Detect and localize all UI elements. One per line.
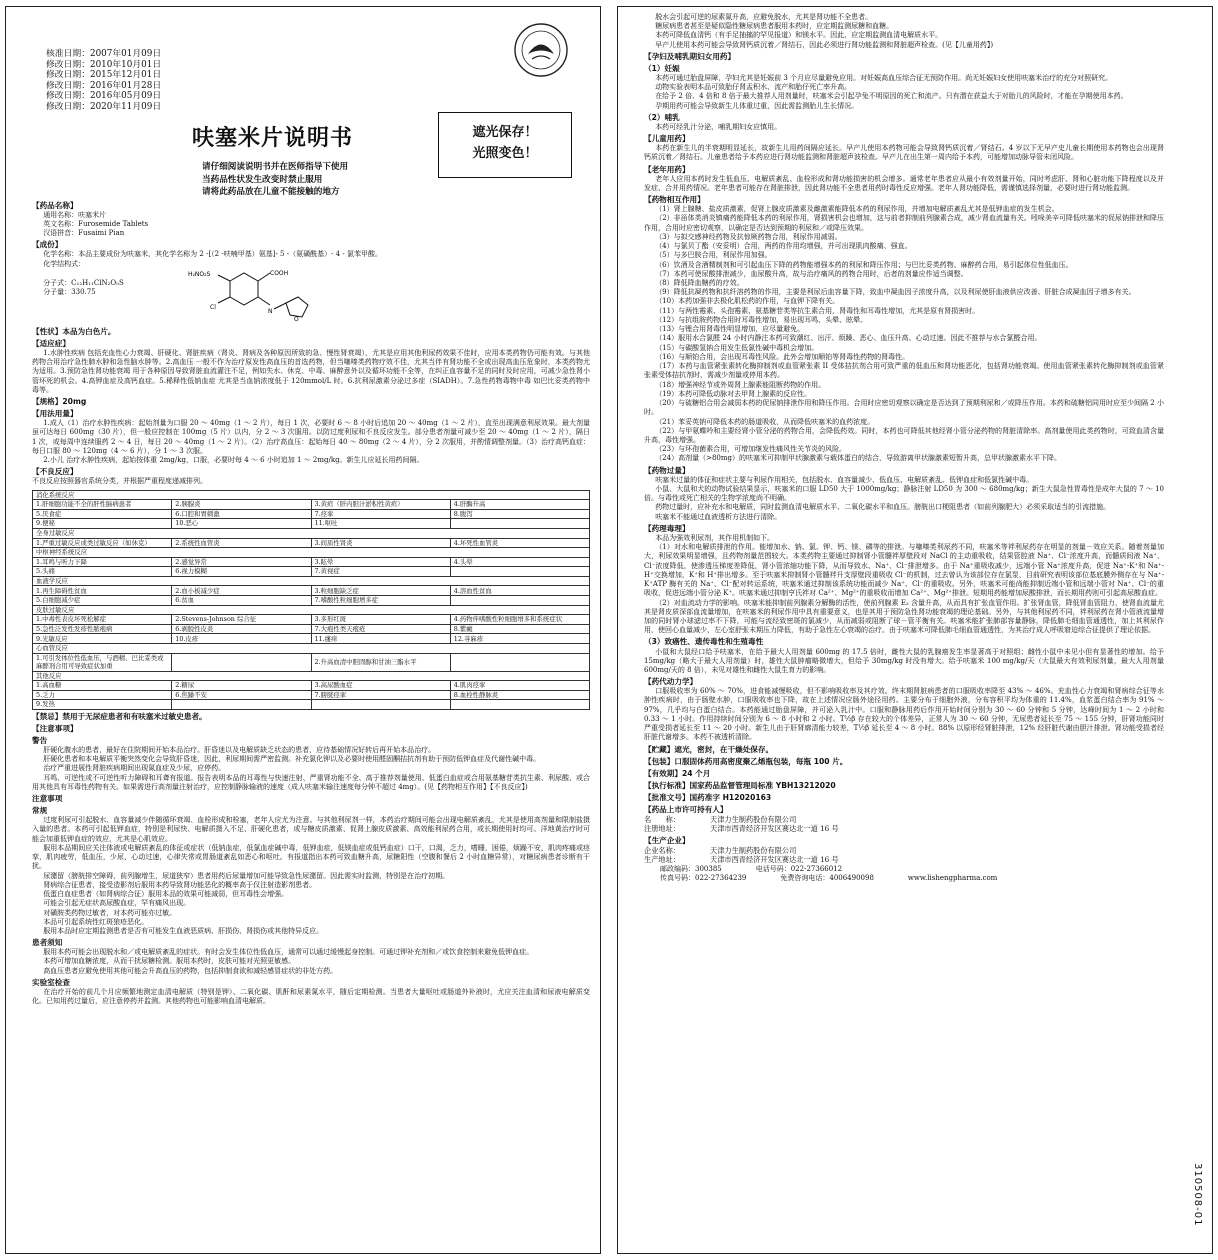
table-cell (450, 567, 589, 577)
table-cell: 3.粒细胞缺乏症 (311, 586, 450, 596)
field-label: 注册地址： (644, 824, 680, 834)
paragraph: 呋塞米过量的体征和症状主要与利尿作用相关，包括脱水、血容量减少、低血压、电解质紊乱、低钾血症和低氯性碱中毒。 (655, 475, 1034, 484)
date-line: 核准日期：2007年01月09日 (46, 49, 162, 59)
table-cell: 1.肝细胞功能不全的肝性脑病患者 (33, 500, 172, 510)
manufacturer-info (644, 846, 1164, 865)
paragraph: 过度利尿可引起脱水、血容量减少伴随循环衰竭、血栓形成和栓塞，老年人应尤为注意。与其他利尿剂一样，本药治疗期间可能会出现电解质紊乱，尤其是使用高剂量和限制盐摄入量的患者。本药可引起低钾血症，特别是利尿快、电解质摄入不足、肝硬化患者，或与糖皮质激素、促肾上腺皮质激素、高效能利尿药合用，或长期使用时均可。洋地黄治疗时可能会加重低钾血症的效应，尤其是心肌效应。 (32, 816, 590, 843)
svg-text:O: O (294, 315, 299, 323)
table-cell: 8.腹泻 (450, 509, 589, 519)
section-heading: 【药品上市许可持有人】 (644, 804, 728, 814)
paragraph: 小鼠、大鼠和犬的动物试验结果显示，呋塞米的口服 LD50 大于 1000mg/kg；静脉注射 LD50 为 300 ～ 680mg/kg；新生大鼠急性胃毒性是成年大鼠的 7 ～ 10 倍。与毒性或死亡相关的生物学浓度尚不明确。 (644, 484, 1164, 503)
structure-diagram-icon (182, 267, 322, 329)
table-cell: 3.黄疸（肝内胆汁淤积性黄疸） (311, 500, 450, 510)
paragraph: 服用本品时应定期监测患者是否有可能发生血液恶质病、肝损伤、肾损伤或其他特异反应。 (43, 926, 324, 935)
subsection-heading: 实验室检查 (32, 977, 70, 987)
paragraph: （5）与多巴胺合用，利尿作用加强。 (655, 251, 772, 260)
paragraph: （3）与拟交感神经药物及抗惊厥药物合用，利尿作用减弱。 (655, 232, 842, 241)
paragraph: 肾病综合征患者，接受造影剂后服用本药导致肾功能恶化的概率高于仅注射造影剂患者。 (43, 880, 317, 889)
adr-category-row (33, 671, 590, 681)
table-row (33, 634, 590, 644)
paragraph: （12）与抗组胺药物合用时耳毒性增加，易出现耳鸣、头晕、眩晕。 (655, 315, 868, 324)
chemical-structure (32, 271, 590, 325)
table-cell: 9.发热 (33, 700, 172, 710)
adr-category: 其他反应 (33, 671, 590, 681)
storage-warning-line: 遮光保存！ (472, 125, 538, 140)
field-value: 天津市西青经济开发区赛达北一道 16 号 (710, 824, 839, 834)
table-cell: 3.高尿酸血症 (311, 681, 450, 691)
table-cell: 4.溶血性贫血 (450, 586, 589, 596)
field-value: 天津市西青经济开发区赛达北一道 16 号 (710, 855, 839, 865)
table-row (33, 624, 590, 634)
paragraph: 本药可经乳汁分泌，哺乳期妇女应慎用。 (655, 122, 782, 131)
pregnancy-text (644, 64, 1164, 132)
pharmacokinetics-text: 口服吸收率为 60% ～ 70%，进食能减慢吸收，但不影响吸收率及其疗效。终末期肾脏病患者的口服吸收率降至 43% ～ 46%。充血性心力衰竭和肾病综合征等水肿性疾病时，由于肠壁水肿，口服吸收率也下降，故在上述情况应肠外途径用药。主要分布于细胞外液，分布容积平均为体重的 11.4%，血浆蛋白结合率为 91% ～ 97%，几乎均与白蛋白结合。本药能通过胎盘屏障，并可泌入乳汁中。口服和静脉用药后作用开始时间分别为 30 ～ 60 分钟和 5 分钟，达峰时间为 1 ～ 2 小时和 0.33 ～ 1 小时。作用持续时间分别为 6 ～ 8 小时和 2 小时。T½β 存在较大的个体差异，正常人为 30 ～ 60 分钟，无尿患者延长至 75 ～ 155 分钟，肝肾功能同时严重受损者延长至 11 ～ 20 小时。新生儿由于肝肾廓清能力较差，T½β 延长至 4 ～ 8 小时。88% 以原形经肾脏排泄，12% 经肝脏代谢由胆汁排泄。肾功能受损者经肝脏代谢增多。本药不被透析清除。 (644, 687, 1164, 742)
subsection-heading: 患者须知 (32, 938, 63, 948)
table-cell (311, 700, 450, 710)
adr-category-row (33, 490, 590, 500)
table-cell: 5.急性泛发性发疹性脓疱病 (33, 624, 172, 634)
name-line: 英文名称：Furosemide Tablets (43, 219, 149, 228)
table-cell (172, 700, 311, 710)
paragraph: 本品为强效利尿剂，其作用机制如下。 (655, 533, 775, 542)
table-cell: 3.多形红斑 (311, 615, 450, 625)
table-cell: 11.瘙痒 (311, 634, 450, 644)
paragraph: 服用本品期间应关注体液或电解质紊乱的体征或症状（低钠血症，低氯血症碱中毒，低钾血症，低镁血症或低钙血症）口干，口渴，乏力，嗜睡，困倦，烦躁不安，肌肉疼痛或痉挛，肌肉疲劳，低血压，少尿，心动过速，心律失常或胃肠道紊乱如恶心和呕吐。有报道指出本药可致血糖升高，尿糖阳性（空腹和餐后 2 小时血糖异常），对糖尿病患者诊断有干扰。 (32, 843, 590, 871)
contact-row (644, 865, 1164, 874)
table-row (33, 557, 590, 567)
paragraph: （11）与两性霉素、头孢霉素、氨基糖苷类等抗生素合用，肾毒性和耳毒性增加，尤其是原有肾损害时。 (655, 306, 980, 315)
table-cell: 4.坏死性血管炎 (450, 538, 589, 548)
table-cell: 4.肌肉痉挛 (450, 681, 589, 691)
paragraph: （9）降低抗凝药物和抗纤溶药物的作用，主要是利尿后血容量下降，致血中凝血因子浓度升高，以及利尿使肝血液供应改善、肝脏合成凝血因子增多有关。 (655, 288, 1136, 297)
table-cell: 10.恶心 (172, 519, 311, 529)
subsection-heading: 常规 (32, 806, 48, 816)
subsection-heading: 警告 (32, 735, 48, 745)
table-cell: 7.膀胱痉挛 (311, 690, 450, 700)
table-cell: 7.黄视症 (311, 567, 450, 577)
table-row (33, 586, 590, 596)
paragraph: 耳鸣、可逆性或不可逆性听力障碍和耳聋有报道。报告表明本品的耳毒性与快速注射、严重肾功能不全、高于推荐剂量使用、低蛋白血症或合用氨基糖苷类抗生素、利尿酸、或合用其他具有耳毒性药物有关。如果需进行高剂量注射治疗，应控制静脉输液的速度（成人呋塞米输注速度每分钟不超过 4mg）。(见【药物相互作用】【不良反应】) (32, 773, 590, 791)
table-cell: 2.糖尿 (172, 681, 311, 691)
paragraph: （13）与锂合用肾毒性明显增加，应尽量避免。 (655, 325, 805, 334)
paragraph: 本品可引起系统性红斑狼疮恶化。 (43, 917, 149, 926)
table-cell: 5.厌食症 (33, 509, 172, 519)
table-row (33, 509, 590, 519)
table-row (33, 519, 590, 529)
warning-line: 请仔细阅读说明书并在医师指导下使用 (202, 162, 349, 173)
svg-text:N: N (268, 307, 273, 315)
adr-category: 全身过敏反应 (33, 528, 590, 538)
table-row (33, 567, 590, 577)
revision-dates (46, 49, 590, 112)
table-cell: 1.严重过敏反应或类过敏反应（如休克） (33, 538, 172, 548)
subsection-heading: （3）致癌性、遗传毒性和生殖毒性 (644, 637, 764, 647)
paragraph: （4）与氯贝丁酯（安妥明）合用，两药的作用均增强，并可出现肌肉酸痛、强直。 (655, 242, 912, 251)
precaution-continued: 早产儿使用本药可能会导致肾钙质沉着／肾结石，因此必须进行肾功能监测和肾脏超声检查。(见【儿童用药】) (655, 40, 994, 49)
website-link[interactable]: www.lishengpharma.com (907, 873, 998, 882)
section-heading: 【药代动力学】 (644, 677, 698, 687)
adr-category-row (33, 605, 590, 615)
section-heading: 【禁忌】禁用于无尿症患者和有呋塞米过敏史患者。 (32, 711, 207, 721)
table-cell: 7.大疱性类天疱疮 (311, 624, 450, 634)
date-line: 修改日期：2020年11月09日 (46, 101, 162, 112)
table-cell: 6.贫血 (172, 596, 311, 606)
subsection-heading: 注意事项 (32, 794, 63, 804)
postal-code: 邮政编码：300385 (660, 864, 722, 873)
pediatric-text: 本药在新生儿的半衰期明显延长，故新生儿用药间隔应延长。早产儿使用本药物可能会导致肾钙质沉着／肾结石。4 岁以下无早产史儿童长期使用本药物也会出现肾钙质沉着／肾结石。儿童患者给予本药应进行肾功能监测和肾脏超声波检查。早产儿在出生第一周内给予本药，可能增加动脉导管未闭风险。 (644, 144, 1164, 162)
section-heading: 【药物过量】 (644, 465, 690, 475)
section-heading: 【儿童用药】 (644, 134, 690, 144)
dosage-text: 2.小儿 治疗水肿性疾病，起始按体重 2mg/kg，口服，必要时每 4 ～ 6 小时追加 1 ～ 2mg/kg。新生儿应延长用药间隔。 (43, 456, 424, 465)
paragraph: 对磺胺类药物过敏者，对本药可能亦过敏。 (43, 908, 177, 917)
table-cell: 3.眩晕 (311, 557, 450, 567)
svg-text:Cl: Cl (210, 303, 216, 311)
paragraph: 治疗严重进展性肾脏疾病期间出现氮血症及少尿，应停药。 (43, 764, 226, 773)
date-line: 修改日期：2016年01月28日 (46, 80, 162, 91)
paragraph: 小鼠和大鼠经口给予呋塞米，在给予最大人用剂量 600mg 的 17.5 倍时，雌性大鼠的乳腺癌发生率显著高于对照组；雌性小鼠中未见小但有显著性的增加。给予 15mg/kg（略大于最大人用剂量）时，雄性大鼠肿瘤略微增大，但给予 30mg/kg 时没有增大。给予呋塞米 100 mg/kg/天（大鼠最大有效利尿剂量，最大人用剂量 600mg/天的 8 倍），未见对雄性和雌性大鼠生育力的影响。 (644, 647, 1164, 674)
name-line: 通用名称：呋塞米片 (43, 210, 107, 219)
table-cell (172, 653, 311, 671)
contact-row (644, 874, 1164, 883)
subsection-heading: （2）哺乳 (644, 112, 680, 122)
paragraph: （10）本药加强非去极化肌松药的作用，与血钾下降有关。 (655, 297, 840, 306)
paragraph: 呋塞米不能通过血液透析方法进行清除。 (655, 512, 782, 521)
section-heading: 【不良反应】 (32, 467, 78, 477)
adr-category: 消化系统反应 (33, 490, 590, 500)
overdose-text (644, 476, 1164, 522)
paragraph: （23）与环孢菌素合用，可增加继发性痛风性关节炎的风险。 (655, 445, 847, 454)
paragraph: （17）本药与血管紧张素转化酶抑制剂或血管紧张素 II 受体拮抗剂合用可致严重的低血压和肾功能恶化，包括肾功能衰竭。使用血管紧张素转化酶抑制剂或血管紧张素受体拮抗剂时，需减少剂量或停用本药。 (644, 362, 1164, 380)
adr-category-row (33, 576, 590, 586)
pharmacology-text (644, 534, 1164, 675)
phone-number: 电话号码：022-27366012 (755, 864, 843, 873)
paragraph: （1）对水和电解质排泄的作用。能增加水、钠、氯、钾、钙、镁、磷等的排泄。与噻嗪类利尿药不同，呋塞米等袢利尿药存在明显的剂量－效应关系。随着剂量加大，利尿效果明显增强，且药物剂量范围较大。本类药物主要通过抑制肾小管髓袢厚壁段对 NaCl 的主动重吸收，结果管腔液 Na⁺、Cl⁻浓度升高，而髓质间液 Na⁺、Cl⁻浓度降低，使渗透压梯度差降低，肾小管浓缩功能下降，从而导致水、Na⁺、Cl⁻排泄增多。由于 Na⁺重吸收减少，远端小管 Na⁺浓度升高，促进 Na⁺-K⁺和 Na⁺-H⁺交换增加，K⁺和 H⁺排出增多。至于呋塞米抑制肾小管髓袢升支厚壁段重吸收 Cl⁻的机制，过去曾认为该部位存在氯泵，目前研究表明该部位基底膜外侧存在与 Na⁺-K⁺ATP 酶有关的 Na⁺、Cl⁻配对转运系统，呋塞米通过抑制该系统功能而减少 Na⁺、Cl⁻的重吸收。另外，呋塞米可能尚能抑制近端小管和远端小管对 Na⁺、Cl⁻的重吸收，促进远端小管分泌 K⁺。呋塞米通过抑制亨氏袢对 Ca²⁺、Mg²⁺的重吸收而增加 Ca²⁺、Mg²⁺排泄。短期用药能增加尿酸排泄，而长期用药则可引起高尿酸血症。 (644, 543, 1164, 598)
table-cell (450, 700, 589, 710)
date-line: 修改日期：2016年05月09日 (46, 91, 162, 102)
table-cell: 1.高血糖 (33, 681, 172, 691)
storage-warning-line: 光照变色！ (472, 145, 538, 161)
section-heading: 【有效期】24 个月 (644, 768, 711, 778)
geriatric-text: 老年人应用本药时发生低血压、电解质紊乱、血栓形成和肾功能损害的机会增多。通常老年患者应从最小有效剂量开始，同时考虑肝、肾和心脏功能下降程度以及并发症、合并用药情况。老年患者可能存在肾脏排泄，因此肾功能不全患者用药时毒性反应增强。老年人肾功能降低，需谨慎选择剂量，必要时进行肾功能监测。 (644, 174, 1164, 192)
paragraph: （2）非甾体类消炎镇痛药能降低本药的利尿作用，肾损害机会也增加，这与前者抑制前列腺素合成，减少肾血流量有关。吲哚美辛可降低呋塞米的促尿钠排泄和降压作用，合用时应密切观察，以确定是否达到预期的利尿和／或降压效果。 (644, 214, 1164, 232)
paragraph: 在给予 2 倍、4 倍和 8 倍于最大推荐人用剂量时，呋塞米会引起孕兔不明原因的死亡和流产。只有潜在获益大于对胎儿的风险时，才能在孕期使用本药。 (655, 92, 1128, 101)
table-cell: 6.视力模糊 (172, 567, 311, 577)
table-row (33, 500, 590, 510)
document-code: 310508-01 (1192, 1163, 1203, 1227)
interactions-text (644, 205, 1164, 464)
paragraph: 低蛋白血症患者（如肾病综合征）服用本品的效果可能减弱，但耳毒性会增强。 (43, 890, 289, 899)
adr-category-row (33, 548, 590, 558)
section-heading: 【孕妇及哺乳期妇女用药】 (644, 51, 736, 61)
section-heading: 【注意事项】 (32, 723, 78, 733)
section-heading: 【执行标准】国家药品监督管理局标准 YBH13212020 (644, 780, 836, 790)
table-cell: 2.感觉异常 (172, 557, 311, 567)
paragraph: 服用本药可能会出现脱水和／或电解质紊乱的症状。有时会发生体位性低血压，通常可以通过缓慢起身控制。可通过钾补充剂和／或饮食控制来避免低钾血症。 (43, 948, 534, 957)
paragraph: （21）苯妥英钠可降低本药的肠道吸收，从而降低呋塞米的血药浓度。 (655, 417, 875, 426)
paragraph: （6）饮酒及含酒精制剂和可引起血压下降的药物能增强本药的利尿和降压作用；与巴比妥类药物、麻醉药合用，易引起体位性低血压。 (655, 260, 1073, 269)
document-title: 呋塞米片说明书 (192, 126, 354, 152)
paragraph: 肝硬化患者和本电解质平衡突然变化会导致肝昏迷，因此，利尿期间需严密监测。补充氯化钾以及必要时使用醛固酮拮抗剂有助于预防低钾血症及代谢性碱中毒。 (43, 755, 541, 764)
section-heading: 【性状】本品为白色片。 (32, 326, 116, 336)
paragraph: 本药可增加血糖浓度，从而干扰尿糖检测。服用本药时，皮肤可能对光照更敏感。 (43, 957, 296, 966)
adr-category: 皮肤过敏反应 (33, 605, 590, 615)
section-heading: 【药品名称】 (32, 200, 78, 210)
indications-text: 1.水肿性疾病 包括充血性心力衰竭、肝硬化、肾脏疾病（肾炎、肾病及各种原因所致的急、慢性肾衰竭），尤其是应用其他利尿药效果不佳时，应用本类药物仍可能有效。与其他药物合用治疗急性肺水肿和急性脑水肿等。2.高血压 一般不作为治疗原发性高血压的首选药物，但当噻嗪类药物疗效不佳，尤其当伴有肾功能不全或出现高血压危象时，本类药物尤为适用。3.预防急性肾功能衰竭 用于各种原因导致肾脏血流灌注不足，例如失水、休克、中毒、麻醉意外以及循环功能不全等，在纠正血容量不足的同时及时应用，可减少急性肾小管坏死的机会。4.高钾血症及高钙血症。5.稀释性低钠血症 尤其是当血钠浓度低于 120mmol/L 时。6.抗利尿激素分泌过多症（SIADH）。7.急性药物毒物中毒 如巴比妥类药物中毒等。 (32, 348, 590, 394)
table-cell: 8.紫癜 (450, 624, 589, 634)
field-value: 天津力生制药股份有限公司 (710, 845, 797, 855)
table-cell: 2.血小板减少症 (172, 586, 311, 596)
adr-category: 血液学反应 (33, 576, 590, 586)
hotline-number: 免费咨询电话：4006490098 (780, 873, 874, 882)
section-heading: 【用法用量】 (32, 409, 78, 419)
section-heading: 【适应症】 (32, 338, 70, 348)
adverse-reaction-table (32, 490, 590, 710)
composition-text: 化学名称：本品主要成份为呋塞米，其化学名称为 2 -[（2 -呋喃甲基）氨基]- 5 -（氨磺酰基）- 4 - 氯苯甲酸。 (43, 250, 382, 259)
section-heading: 【规格】20mg (32, 397, 87, 407)
leaflet-page-left (5, 6, 601, 1254)
table-cell: 5.头痛 (33, 567, 172, 577)
table-cell (450, 653, 589, 671)
table-row (33, 690, 590, 700)
paragraph: 本药可通过胎盘屏障，孕妇尤其是妊娠前 3 个月应尽量避免应用。对妊娠高血压综合征无预防作用。尚无妊娠妇女使用呋塞米治疗的充分对照研究。 (655, 73, 1113, 82)
section-heading: 【贮藏】遮光，密封，在干燥处保存。 (644, 744, 774, 754)
table-cell: 3.间质性肾炎 (311, 538, 450, 548)
table-cell: 1.耳鸣与听力下降 (33, 557, 172, 567)
precaution-continued: 本药可降低血清钙（有手足抽搐的罕见报道）和镁水平。因此，应定期监测血清电解质水平。 (655, 31, 943, 40)
table-cell: 4.头晕 (450, 557, 589, 567)
section-heading: 【生产企业】 (644, 835, 690, 845)
paragraph: （19）本药可降低动脉对去甲肾上腺素的反应性。 (655, 389, 812, 398)
svg-text:H₂NO₂S: H₂NO₂S (188, 270, 211, 278)
table-cell: 6.剥脱性皮炎 (172, 624, 311, 634)
molecular-formula: 分子式：C₁₂H₁₁ClN₂O₅S (43, 278, 124, 287)
molecular-weight: 分子量：330.75 (43, 288, 96, 297)
table-cell: 9.便秘 (33, 519, 172, 529)
table-cell: 1.中毒性表皮坏死松解症 (33, 615, 172, 625)
adr-category: 中枢神经系统反应 (33, 548, 590, 558)
table-cell: 5.白细胞减少症 (33, 596, 172, 606)
field-label: 企业名称： (644, 845, 680, 855)
name-line: 汉语拼音：Fusaimi Pian (43, 229, 125, 238)
field-label: 名 称： (644, 814, 680, 824)
paragraph: 孕期用药可能会导致新生儿体重过重，因此需监测胎儿生长情况。 (655, 101, 859, 110)
svg-text:COOH: COOH (270, 269, 289, 277)
paragraph: 肝硬化腹水的患者，最好在住院期间开始本品治疗。肝昏迷以及电解质缺乏状态的患者，应待基础情况好转后再开始本品治疗。 (43, 745, 436, 754)
paragraph: （16）与顺铂合用，会出现耳毒性风险。此外会增加顺铂等肾毒性药物的肾毒性。 (655, 352, 910, 361)
holder-info (644, 815, 1164, 834)
table-cell: 7.嗜酸性粒细胞增多症 (311, 596, 450, 606)
paragraph: 药物过量时，应补充水和电解质，同时监测血清电解质水平、二氧化碳水平和血压。膀胱出口梗阻患者（如前列腺肥大）必须采取适当的引流措施。 (655, 503, 1111, 512)
table-cell (450, 596, 589, 606)
precaution-continued: 糖尿病患者甚至是疑似隐性糖尿病患者服用本药时，应定期监测尿糖和血糖。 (655, 22, 894, 31)
section-heading: 【成份】 (32, 240, 63, 250)
table-cell: 9.光敏反应 (33, 634, 172, 644)
table-row (33, 538, 590, 548)
table-cell: 4.药物伴嗜酸性粒细胞增多和系统症状 (450, 615, 589, 625)
paragraph: 可能会引起无症状高尿酸血症，罕有痛风出现。 (43, 899, 191, 908)
table-cell: 2.Stevens-Johnson 综合征 (172, 615, 311, 625)
adr-category-row (33, 644, 590, 654)
paragraph: （7）本药可使尿酸排泄减少，血尿酸升高，故与治疗痛风的药物合用时，后者的剂量应作适当调整。 (655, 269, 968, 278)
paragraph: （14）服用水合氯醛 24 小时内静注本药可致潮红、出汗、烦躁、恶心、血压升高、心动过速。因此不推荐与水合氯醛合用。 (655, 334, 1042, 343)
paragraph: （15）与碳酸氢钠合用发生低氯性碱中毒机会增加。 (655, 343, 819, 352)
table-cell: 7.痉挛 (311, 509, 450, 519)
warning-line: 请将此药品放在儿童不能接触的地方 (202, 187, 340, 198)
section-heading: 【批准文号】国药准字 H12020163 (644, 792, 772, 802)
table-cell: 2.系统性血管炎 (172, 538, 311, 548)
table-row (33, 681, 590, 691)
brand-logo-icon (512, 21, 570, 79)
paragraph: （22）与甲氨蝶呤和主要经肾小管分泌的药物合用，会降低药效。同时，本药也可降低其他经肾小管分泌药物的肾脏清除率。高剂量使用此类药物时，可致血清含量升高，毒性增强。 (644, 426, 1164, 444)
paragraph: 高血压患者应避免使用其他可能会升高血压的药物，包括抑制食欲和减轻感冒症状的非处方药。 (43, 966, 338, 975)
precautions-text (32, 736, 590, 1006)
paragraph: 在治疗开始的前几个月应频繁地测定血清电解质（特别是钾）、二氧化碳、肌酐和尿素氮水平，随后定期检测。当患者大量呕吐或肠道外补液时，尤应关注血清和尿液电解质变化。已知用药过量后，应注意停药并监测。其他药物也可能影响血清电解质。 (32, 987, 590, 1006)
paragraph: （18）增强神经节或外周肾上腺素能阻断药物的作用。 (655, 380, 826, 389)
table-row (33, 615, 590, 625)
table-cell (450, 519, 589, 529)
precaution-continued: 脱水会引起可逆的尿素氮升高，应避免脱水，尤其是肾功能不全患者。 (655, 13, 873, 21)
section-heading: 【包装】口服固体药用高密度聚乙烯瓶包装，每瓶 100 片。 (644, 756, 848, 766)
table-cell: 5.乏力 (33, 690, 172, 700)
table-cell: 2.升高血清中胆固醇和甘油三酯水平 (311, 653, 450, 671)
paragraph: 动物实验表明本品可致胎仔肾盂积水、流产和胎仔死亡率升高。 (655, 83, 852, 92)
paragraph: （1）肾上腺糖、盐皮质激素，促肾上腺皮质激素及雌激素能降低本药的利尿作用，并增加电解质紊乱尤其是低钾血症的发生机会。 (655, 205, 1059, 214)
leaflet-page-right (617, 6, 1213, 1254)
paragraph: （2）对血流动力学的影响。呋塞米能抑制前列腺素分解酶的活性，使前列腺素 E₂ 含量升高，从而具有扩张血管作用。扩张肾血管，降低肾血管阻力，使肾血流量尤其是肾皮质深部血流量增加，在呋塞米的利尿作用中具有重要意义，也是其用于预防急性肾功能衰竭的理论基础。另外，与其他利尿药不同，袢利尿药在肾小管液流量增加的同时肾小球滤过率不下降，可能与流经致密斑的氯减少，从而减弱或阻断了球－管平衡有关。呋塞米能扩张肺部容量静脉，降低肺毛细血管通透性，加上其利尿作用，使回心血量减少，左心室舒张末期压力降低，有助于急性左心衰竭的治疗。由于呋塞米可降低肺毛细血管通透性，为其治疗成人呼吸窘迫综合征提供了理论依据。 (644, 598, 1164, 635)
section-heading: 【药理毒理】 (644, 523, 690, 533)
table-cell: 11.呕吐 (311, 519, 450, 529)
table-cell: 1.可引发体位性低血压，与酒精、巴比妥类或麻醉剂合用可导致症状加重 (33, 653, 172, 671)
paragraph: 尿潴留（膀胱排空障碍，前列腺增生，尿道狭窄）患者用药后尿量增加可能导致急性尿潴留。因此需实时监测，特别是在治疗初期。 (43, 871, 450, 880)
fax-number: 传真号码：022-27364239 (660, 873, 747, 882)
table-cell: 4.肝酶升高 (450, 500, 589, 510)
table-row (33, 653, 590, 671)
adr-category-row (33, 528, 590, 538)
date-line: 修改日期：2010年10月01日 (46, 59, 162, 70)
date-line: 修改日期：2015年12月01日 (46, 70, 162, 81)
paragraph: （8）降低降血糖药的疗效。 (655, 279, 744, 288)
table-cell: 12.荨麻疹 (450, 634, 589, 644)
table-cell: 10.皮疹 (172, 634, 311, 644)
adr-intro: 不良反应按照器官系统分类，并根据严重程度递减排列。 (32, 477, 207, 486)
paragraph: （24）高剂量（>80mg）的呋塞米可抑制甲状腺激素与载体蛋白的结合，导致游离甲状腺激素短暂升高，总甲状腺激素水平下降。 (655, 454, 1061, 463)
table-cell: 6.焦躁不安 (172, 690, 311, 700)
structure-label: 化学结构式： (43, 259, 86, 268)
table-cell: 8.血栓性静脉炎 (450, 690, 589, 700)
table-cell: 1.再生障碍性贫血 (33, 586, 172, 596)
section-heading: 【老年用药】 (644, 164, 690, 174)
paragraph: （20）与硫糖铝合用会减弱本药的促尿钠排泄作用和降压作用。合用时应密切观察以确定是否达到了预期利尿和／或降压作用。本药和硫糖铝同用时应至少间隔 2 小时。 (644, 399, 1164, 417)
field-value: 天津力生制药股份有限公司 (710, 814, 797, 824)
section-heading: 【药物相互作用】 (644, 195, 705, 205)
table-cell: 6.口腔和胃刺激 (172, 509, 311, 519)
storage-warning-box (438, 112, 572, 178)
warning-line: 当药品性状发生改变时禁止服用 (202, 174, 323, 185)
dosage-text: 1.成人（1）治疗水肿性疾病：起始剂量为口服 20 ～ 40mg（1 ～ 2 片），每日 1 次，必要时 6 ～ 8 小时后追加 20 ～ 40mg（1 ～ 2 片），直至出现满意利尿效果。最大剂量虽可达每日 600mg（30 片），但一般应控制在 100mg（5 片）以内，分 2 ～ 3 次服用。以防过度利尿和不良反应发生。部分患者剂量可减少至 20 ～ 40mg（1 ～ 2 片），隔日 1 次，或每周中连续服药 2 ～ 4 日，每日 20 ～ 40mg（1 ～ 2 片）。（2）治疗高血压：起始每日 40 ～ 80mg（2 ～ 4 片），分 2 次服用，并酌情调整剂量。（3）治疗高钙血症：每日口服 80 ～ 120mg（4 ～ 6 片），分 1 ～ 3 次服。 (32, 419, 590, 455)
subsection-heading: （1）妊娠 (644, 63, 680, 73)
table-cell: 2.胰腺炎 (172, 500, 311, 510)
table-row (33, 700, 590, 710)
field-label: 生产地址： (644, 855, 680, 865)
adr-category: 心血管反应 (33, 644, 590, 654)
table-row (33, 596, 590, 606)
